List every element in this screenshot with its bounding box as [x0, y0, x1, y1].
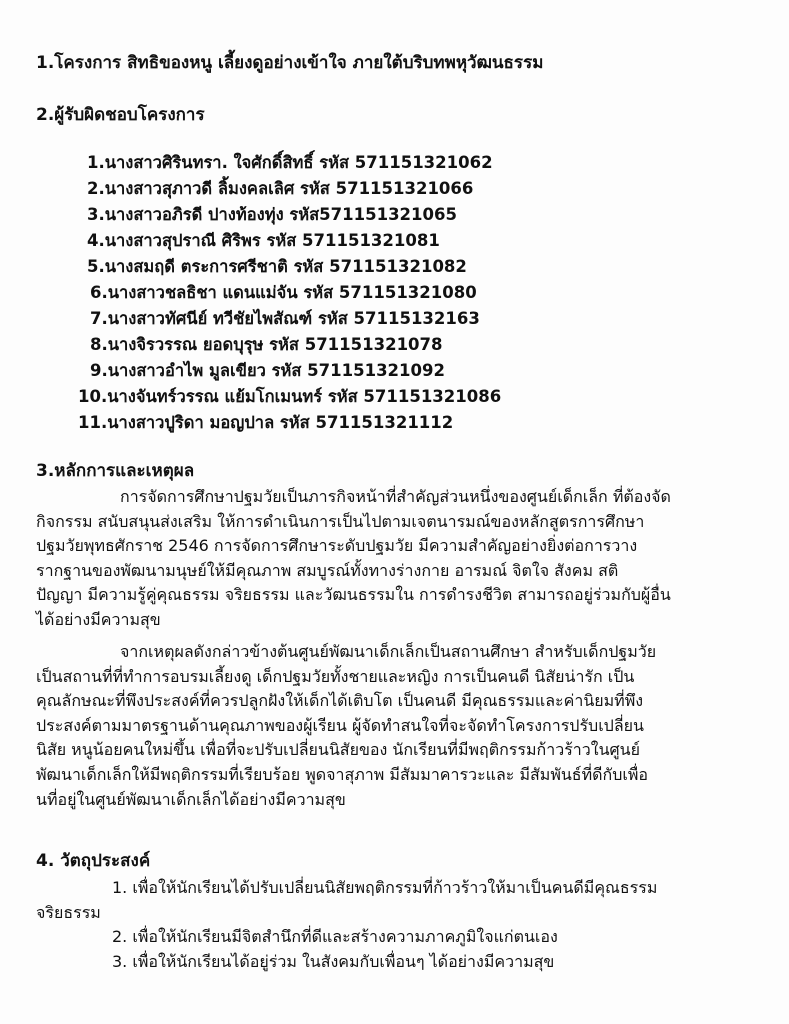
member-item: 3.นางสาวอภิรดี ปางท้องทุ่ง รหัส571151321065	[87, 205, 457, 224]
member-item: 2.นางสาวสุภาวดี ลิ้มงคลเลิศ รหัส 571151321066	[87, 179, 474, 198]
paragraph-line: เป็นสถานที่ที่ทำการอบรมเลี้ยงดู เด็กปฐมวัยทั้งชายและหญิง การเป็นคนดี นิสัยน่ารัก เป็น	[36, 666, 635, 686]
rationale-paragraph-2	[36, 640, 776, 812]
objective-item: 3. เพื่อให้นักเรียนได้อยู่ร่วม ในสังคมกับเพื่อนๆ ได้อย่างมีความสุข	[112, 951, 555, 971]
paragraph-line: พัฒนาเด็กเล็กให้มีพฤติกรรมที่เรียบร้อย พูดจาสุภาพ มีสัมมาคารวะและ มีสัมพันธ์ที่ดีกับเพื่อ	[36, 764, 648, 784]
objective-item: 2. เพื่อให้นักเรียนมีจิตสำนึกที่ดีและสร้างความภาคภูมิใจแก่ตนเอง	[112, 927, 558, 947]
member-item: 1.นางสาวศิรินทรา. ใจศักดิ์สิทธิ์ รหัส 571151321062	[87, 153, 493, 172]
member-item: 7.นางสาวทัศนีย์ ทวีชัยไพสัณฑ์ รหัส 57115132163	[90, 309, 480, 328]
member-item: 4.นางสาวสุปราณี ศิริพร รหัส 571151321081	[87, 231, 440, 250]
member-item: 11.นางสาวปูริดา มอญปาล รหัส 571151321112	[78, 413, 454, 432]
paragraph-line: นที่อยู่ในศูนย์พัฒนาเด็กเล็กได้อย่างมีความสุข	[36, 789, 346, 809]
member-item: 6.นางสาวชลธิชา แดนแม่จัน รหัส 571151321080	[90, 283, 477, 302]
paragraph-line: ได้อย่างมีความสุข	[36, 609, 161, 629]
section-2-heading: 2.ผู้รับผิดชอบโครงการ	[36, 105, 205, 125]
paragraph-line: กิจกรรม สนับสนุนส่งเสริม ให้การดำเนินการเป็นไปตามเจตนารมณ์ของหลักสูตรการศึกษา	[36, 511, 645, 531]
section-1-project-title: 1.โครงการ สิทธิของหนู เลี้ยงดูอย่างเข้าใจ ภายใต้บริบทพหุวัฒนธรรม	[36, 53, 544, 73]
objective-item: 1. เพื่อให้นักเรียนได้ปรับเปลี่ยนนิสัยพฤติกรรมที่ก้าวร้าวให้มาเป็นคนดีมีคุณธรรม	[112, 878, 658, 897]
member-item: 9.นางสาวอำไพ มูลเขียว รหัส 571151321092	[90, 361, 445, 380]
objectives-list	[36, 876, 657, 974]
paragraph-line: นิสัย หนูน้อยคนใหม่ขึ้น เพื่อที่จะปรับเปลี่ยนนิสัยของ นักเรียนที่มีพฤติกรรมก้าวร้าวในศูนย์	[36, 740, 640, 760]
paragraph-line: รากฐานของพัฒนามนุษย์ให้มีคุณภาพ สมบูรณ์ทั้งทางร่างกาย อารมณ์ จิตใจ สังคม สติ	[36, 560, 619, 580]
paragraph-line: จากเหตุผลดังกล่าวข้างต้นศูนย์พัฒนาเด็กเล็กเป็นสถานศึกษา สำหรับเด็กปฐมวัย	[120, 642, 657, 661]
member-item: 10.นางจันทร์วรรณ แย้มโกเมนทร์ รหัส 571151321086	[78, 387, 502, 406]
member-item: 5.นางสมฤดี ตระการศรีชาติ รหัส 571151321082	[87, 257, 467, 276]
section-3-heading: 3.หลักการและเหตุผล	[36, 461, 195, 481]
paragraph-line: การจัดการศึกษาปฐมวัยเป็นภารกิจหน้าที่สำคัญส่วนหนึ่งของศูนย์เด็กเล็ก ที่ต้องจัด	[120, 487, 671, 506]
section-4-heading: 4. วัตถุประสงค์	[36, 851, 151, 871]
rationale-paragraph-1	[36, 485, 776, 633]
member-item: 8.นางจิรวรรณ ยอดบุรุษ รหัส 571151321078	[90, 335, 443, 354]
paragraph-line: ปฐมวัยพุทธศักราช 2546 การจัดการศึกษาระดับปฐมวัย มีความสำคัญอย่างยิ่งต่อการวาง	[36, 536, 638, 556]
responsible-members-list	[78, 150, 502, 436]
paragraph-line: คุณลักษณะที่พึงประสงค์ที่ควรปลูกฝังให้เด็กได้เติบโต เป็นคนดี มีคุณธรรมและค่านิยมที่พึง	[36, 691, 644, 711]
objective-continuation: จริยธรรม	[36, 902, 101, 922]
paragraph-line: ปัญญา มีความรู้คู่คุณธรรม จริยธรรม และวัฒนธรรมใน การดำรงชีวิต สามารถอยู่ร่วมกับผู้อื่น	[36, 585, 671, 605]
paragraph-line: ประสงค์ตามมาตรฐานด้านคุณภาพของผู้เรียน ผู้จัดทำสนใจที่จะจัดทำโครงการปรับเปลี่ยน	[36, 715, 644, 735]
